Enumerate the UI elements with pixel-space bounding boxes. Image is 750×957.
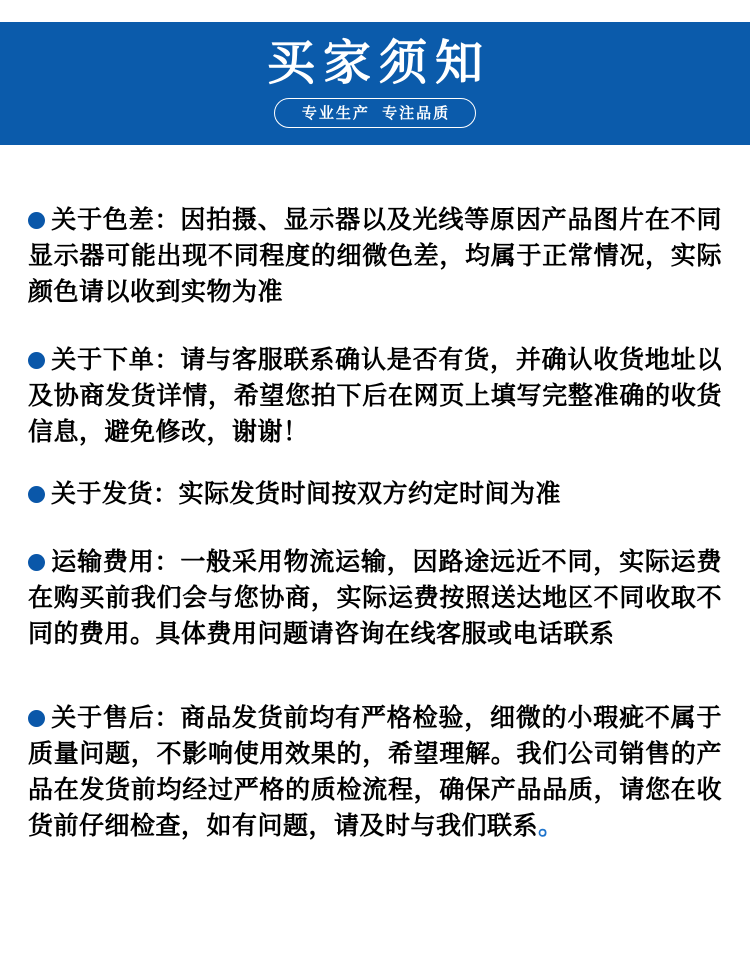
notice-after-sales [28, 700, 722, 844]
bullet-icon [28, 352, 45, 369]
bullet-icon [28, 554, 45, 571]
slogan-badge: 专业生产 专注品质 [274, 98, 476, 128]
header-banner [0, 22, 750, 145]
notice-text: 关于发货：实际发货时间按双方约定时间为准 [51, 480, 562, 508]
notice-suffix: 。 [538, 812, 564, 840]
buyer-notice-page [0, 22, 750, 957]
notice-text: 关于色差：因拍摄、显示器以及光线等原因产品图片在不同显示器可能出现不同程度的细微色差，均属于正常情况，实际颜色请以收到实物为准 [28, 206, 722, 306]
notice-text: 关于下单：请与客服联系确认是否有货，并确认收货地址以及协商发货详情，希望您拍下后在网页上填写完整准确的收货信息，避免修改，谢谢！ [28, 346, 722, 446]
notice-shipping [28, 476, 722, 512]
notice-color-difference [28, 202, 722, 310]
bullet-icon [28, 212, 45, 229]
notice-ordering [28, 342, 722, 450]
page-title: 买家须知 [266, 36, 491, 90]
notice-list [0, 202, 750, 844]
bullet-icon [28, 710, 45, 727]
bullet-icon [28, 486, 45, 503]
notice-text: 运输费用：一般采用物流运输，因路途远近不同，实际运费在购买前我们会与您协商，实际运费按照送达地区不同收取不同的费用。具体费用问题请咨询在线客服或电话联系 [28, 548, 722, 648]
notice-text: 关于售后：商品发货前均有严格检验，细微的小瑕疵不属于质量问题，不影响使用效果的，希望理解。我们公司销售的产品在发货前均经过严格的质检流程，确保产品品质，请您在收货前仔细检查，如有问题，请及时与我们联系 [28, 704, 722, 840]
notice-freight-cost [28, 544, 722, 652]
